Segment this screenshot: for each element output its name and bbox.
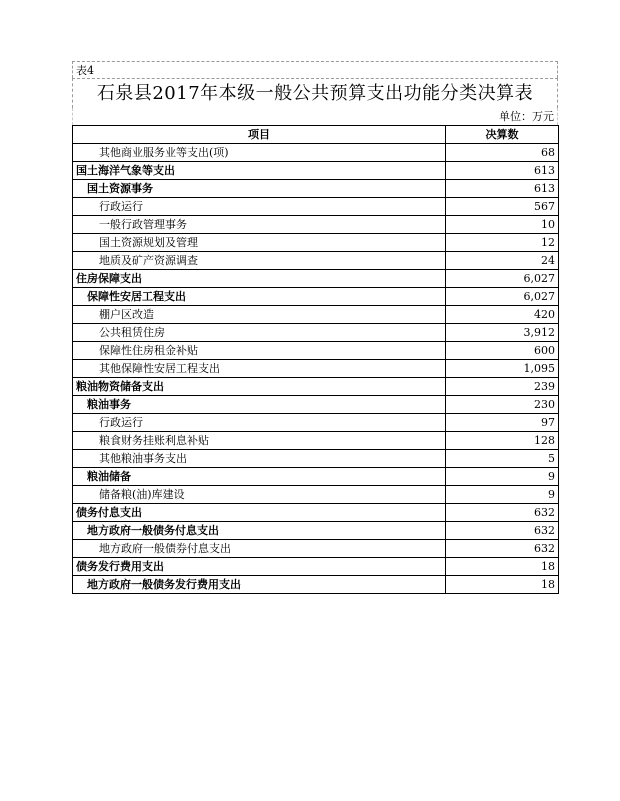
row-value: 230 (446, 396, 559, 414)
table-row (73, 486, 559, 504)
row-value: 97 (446, 414, 559, 432)
unit-label: 单位：万元 (72, 108, 558, 125)
row-name: 地方政府一般债务发行费用支出 (73, 576, 446, 594)
row-value: 18 (446, 576, 559, 594)
table-row (73, 216, 559, 234)
row-name: 粮油事务 (73, 396, 446, 414)
row-value: 24 (446, 252, 559, 270)
row-value: 632 (446, 522, 559, 540)
row-name: 地方政府一般债券付息支出 (73, 540, 446, 558)
row-value: 6,027 (446, 288, 559, 306)
row-value: 600 (446, 342, 559, 360)
row-name: 粮油物资储备支出 (73, 378, 446, 396)
table-row (73, 450, 559, 468)
table-row (73, 180, 559, 198)
table-row (73, 324, 559, 342)
row-value: 12 (446, 234, 559, 252)
row-value: 3,912 (446, 324, 559, 342)
row-value: 1,095 (446, 360, 559, 378)
row-value: 18 (446, 558, 559, 576)
row-value: 632 (446, 540, 559, 558)
row-value: 10 (446, 216, 559, 234)
row-value: 6,027 (446, 270, 559, 288)
row-name: 地质及矿产资源调查 (73, 252, 446, 270)
table-row (73, 306, 559, 324)
row-name: 行政运行 (73, 414, 446, 432)
table-row (73, 576, 559, 594)
row-name: 债务发行费用支出 (73, 558, 446, 576)
row-name: 住房保障支出 (73, 270, 446, 288)
table-row (73, 540, 559, 558)
table-tag: 表4 (72, 61, 558, 78)
table-row (73, 252, 559, 270)
table-row (73, 144, 559, 162)
budget-sheet (72, 61, 558, 594)
table-row (73, 234, 559, 252)
table-header-row (73, 126, 559, 144)
table-row (73, 468, 559, 486)
row-name: 粮油储备 (73, 468, 446, 486)
table-row (73, 162, 559, 180)
row-value: 9 (446, 468, 559, 486)
row-name: 粮食财务挂账利息补贴 (73, 432, 446, 450)
row-name: 保障性住房租金补贴 (73, 342, 446, 360)
row-name: 国土资源事务 (73, 180, 446, 198)
row-name: 国土资源规划及管理 (73, 234, 446, 252)
table-row (73, 522, 559, 540)
row-value: 68 (446, 144, 559, 162)
row-value: 613 (446, 162, 559, 180)
table-row (73, 342, 559, 360)
table-row (73, 198, 559, 216)
table-row (73, 504, 559, 522)
table-row (73, 414, 559, 432)
table-row (73, 288, 559, 306)
row-value: 239 (446, 378, 559, 396)
row-value: 9 (446, 486, 559, 504)
table-row (73, 270, 559, 288)
header-item: 项目 (73, 126, 446, 144)
page-title: 石泉县2017年本级一般公共预算支出功能分类决算表 (72, 78, 558, 108)
table-row (73, 558, 559, 576)
row-name: 一般行政管理事务 (73, 216, 446, 234)
row-value: 420 (446, 306, 559, 324)
row-name: 其他粮油事务支出 (73, 450, 446, 468)
table-row (73, 378, 559, 396)
row-value: 567 (446, 198, 559, 216)
row-value: 613 (446, 180, 559, 198)
row-name: 债务付息支出 (73, 504, 446, 522)
table-row (73, 396, 559, 414)
row-value: 632 (446, 504, 559, 522)
row-value: 128 (446, 432, 559, 450)
row-name: 其他商业服务业等支出(项) (73, 144, 446, 162)
row-name: 公共租赁住房 (73, 324, 446, 342)
row-name: 储备粮(油)库建设 (73, 486, 446, 504)
row-name: 国土海洋气象等支出 (73, 162, 446, 180)
row-name: 其他保障性安居工程支出 (73, 360, 446, 378)
table-row (73, 432, 559, 450)
row-name: 保障性安居工程支出 (73, 288, 446, 306)
row-name: 行政运行 (73, 198, 446, 216)
row-value: 5 (446, 450, 559, 468)
table-row (73, 360, 559, 378)
budget-table (72, 125, 559, 594)
row-name: 地方政府一般债务付息支出 (73, 522, 446, 540)
header-amount: 决算数 (446, 126, 559, 144)
row-name: 棚户区改造 (73, 306, 446, 324)
